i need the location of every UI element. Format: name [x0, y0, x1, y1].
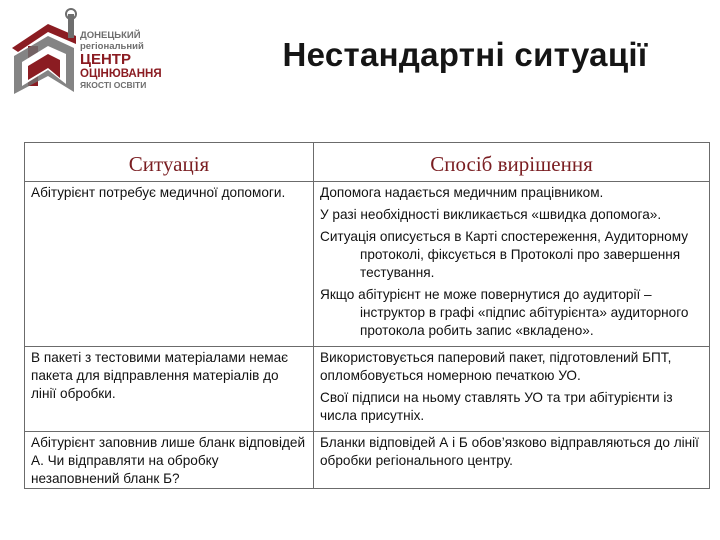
table-row	[25, 432, 710, 489]
logo-text-1: ДОНЕЦЬКИЙ	[80, 30, 141, 41]
solution-line: Допомога надається медичним працівником.	[320, 185, 604, 200]
table-row	[25, 182, 710, 347]
situation-cell: Абітурієнт потребує медичної допомоги.	[25, 182, 314, 347]
solution-line: Свої підписи на ньому ставлять УО та три абітурієнти із числа присутніх.	[320, 390, 673, 423]
solution-cell	[314, 432, 710, 489]
solution-line: У разі необхідності викликається «швидка допомога».	[320, 207, 662, 222]
situation-cell	[25, 432, 314, 489]
logo-text-3: ЦЕНТР	[80, 51, 131, 68]
solution-line: Бланки відповідей А і Б обов’язково відправляються до лінії обробки регіонального центру.	[320, 435, 699, 468]
logo-text-5: ЯКОСТІ ОСВІТИ	[80, 80, 147, 90]
table-row	[25, 347, 710, 432]
logo-text-4: ОЦІНЮВАННЯ	[80, 68, 162, 80]
solution-line: Ситуація описується в Карті спостереження, Аудиторному протоколі, фіксується в Протоколі про завершення тестування.	[320, 229, 689, 280]
header-situation: Ситуація	[25, 143, 314, 182]
logo	[8, 6, 168, 98]
solution-cell	[314, 182, 710, 347]
solution-line: Використовується паперовий пакет, підготовлений БПТ, опломбовується номерною печаткою УО.	[320, 350, 672, 383]
page-title: Нестандартні ситуації	[282, 36, 648, 73]
header-solution: Спосіб вирішення	[314, 143, 710, 182]
logo-text-2: регіональний	[80, 41, 144, 52]
logo-emblem	[8, 6, 168, 98]
situation-text: Абітурієнт заповнив лише бланк відповідей А. Чи відправляти на обробку незаповнений бланк Б?	[31, 435, 306, 486]
situation-cell: В пакеті з тестовими матеріалами немає пакета для відправлення матеріалів до лінії обробки.	[25, 347, 314, 432]
table-header-row	[25, 143, 710, 182]
solution-cell	[314, 347, 710, 432]
solution-line: Якщо абітурієнт не може повернутися до аудиторії – інструктор в графі «підпис абітурієнта» аудиторного протокола робить запис «вкладено».	[320, 287, 689, 338]
situations-table	[24, 142, 710, 489]
